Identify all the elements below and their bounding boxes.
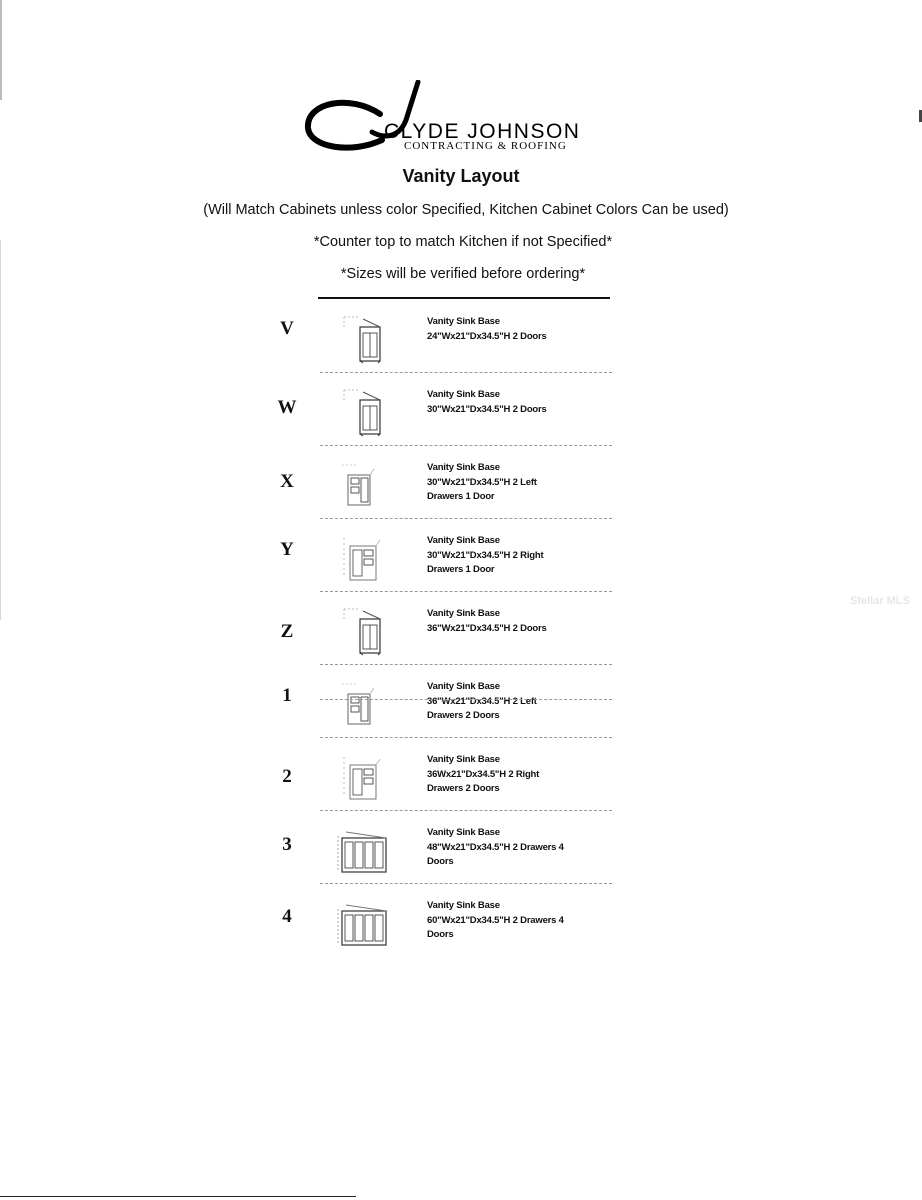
- row-divider: [320, 518, 612, 519]
- vanity-row: [0, 826, 922, 898]
- vanity-description-line: Drawers 2 Doors: [427, 710, 500, 721]
- vanity-description-line: 30"Wx21"Dx34.5"H 2 Doors: [427, 403, 547, 415]
- vanity-code: Y: [280, 539, 294, 560]
- vanity-description: [427, 461, 607, 505]
- vanity-description-line: 24"Wx21"Dx34.5"H 2 Doors: [427, 330, 547, 342]
- row-divider: [320, 810, 612, 811]
- vanity-left-drawers-icon: [330, 461, 390, 521]
- vanity-description: [427, 680, 607, 724]
- scan-edge-mark: [0, 0, 2, 100]
- note-cabinet-color: (Will Match Cabinets unless color Specified, Kitchen Cabinet Colors Can be used): [203, 202, 729, 218]
- vanity-description: [427, 753, 607, 797]
- vanity-description-line: 30"Wx21"Dx34.5"H 2 Left: [427, 476, 537, 488]
- vanity-description: [427, 899, 607, 943]
- vanity-code: V: [280, 318, 294, 339]
- vanity-description-line: 36"Wx21"Dx34.5"H 2 Left: [427, 695, 537, 707]
- vanity-description-line: Doors: [427, 929, 454, 940]
- header-divider: [318, 297, 610, 299]
- vanity-code: Z: [280, 621, 294, 642]
- vanity-right-drawers-icon: [330, 753, 390, 813]
- watermark: Stellar MLS: [850, 595, 910, 607]
- vanity-description: [427, 607, 607, 636]
- vanity-code: 4: [282, 906, 292, 927]
- vanity-description-line: Vanity Sink Base: [427, 316, 500, 327]
- vanity-code: X: [280, 471, 294, 492]
- vanity-2-door-icon: [330, 388, 390, 448]
- row-divider: [320, 591, 612, 592]
- bottom-rule: [0, 1196, 356, 1197]
- vanity-description-line: Vanity Sink Base: [427, 900, 500, 911]
- vanity-description-line: Doors: [427, 856, 454, 867]
- note-sizes-verified: *Sizes will be verified before ordering*: [340, 266, 586, 282]
- vanity-description-line: Drawers 2 Doors: [427, 783, 500, 794]
- vanity-description-line: Vanity Sink Base: [427, 754, 500, 765]
- vanity-description-line: Vanity Sink Base: [427, 389, 500, 400]
- vanity-description-line: 48"Wx21"Dx34.5"H 2 Drawers 4: [427, 841, 564, 853]
- vanity-description-line: Vanity Sink Base: [427, 681, 500, 692]
- vanity-4-door-icon: [330, 899, 390, 959]
- vanity-description-line: Vanity Sink Base: [427, 462, 500, 473]
- logo-company-name: CLYDE JOHNSON: [384, 120, 581, 143]
- row-divider: [320, 699, 612, 700]
- logo-tagline: CONTRACTING & ROOFING: [404, 140, 567, 152]
- vanity-2-door-icon: [330, 607, 390, 667]
- note-counter-top: *Counter top to match Kitchen if not Specified*: [313, 234, 613, 250]
- vanity-description: [427, 534, 607, 578]
- vanity-code: 3: [282, 834, 292, 855]
- vanity-left-drawers-icon: [330, 680, 390, 740]
- vanity-row: [0, 680, 922, 752]
- vanity-description-line: Vanity Sink Base: [427, 827, 500, 838]
- row-divider: [320, 883, 612, 884]
- row-divider: [320, 372, 612, 373]
- vanity-description-line: Vanity Sink Base: [427, 535, 500, 546]
- vanity-4-door-icon: [330, 826, 390, 886]
- vanity-description-line: 30"Wx21"Dx34.5"H 2 Right: [427, 549, 544, 561]
- vanity-row: [0, 388, 922, 460]
- vanity-description-line: 60"Wx21"Dx34.5"H 2 Drawers 4: [427, 914, 564, 926]
- vanity-description: [427, 388, 607, 417]
- vanity-description-line: Drawers 1 Door: [427, 564, 495, 575]
- vanity-2-door-icon: [330, 315, 390, 375]
- company-logo: [300, 80, 630, 160]
- vanity-description-line: 36"Wx21"Dx34.5"H 2 Doors: [427, 622, 547, 634]
- row-divider: [320, 445, 612, 446]
- page-title: Vanity Layout: [402, 166, 520, 186]
- row-divider: [320, 664, 612, 665]
- vanity-description: [427, 826, 607, 870]
- vanity-row: [0, 899, 922, 971]
- vanity-code: W: [277, 397, 297, 418]
- vanity-description: [427, 315, 607, 344]
- vanity-row: [0, 315, 922, 387]
- vanity-description-line: Vanity Sink Base: [427, 608, 500, 619]
- vanity-code: 2: [282, 766, 292, 787]
- vanity-row: [0, 534, 922, 606]
- vanity-row: [0, 461, 922, 533]
- vanity-right-drawers-icon: [330, 534, 390, 594]
- row-divider: [320, 737, 612, 738]
- vanity-row: [0, 753, 922, 825]
- vanity-description-line: 36Wx21"Dx34.5"H 2 Right: [427, 768, 540, 780]
- vanity-row: [0, 607, 922, 679]
- vanity-code: 1: [282, 685, 292, 706]
- vanity-description-line: Drawers 1 Door: [427, 491, 495, 502]
